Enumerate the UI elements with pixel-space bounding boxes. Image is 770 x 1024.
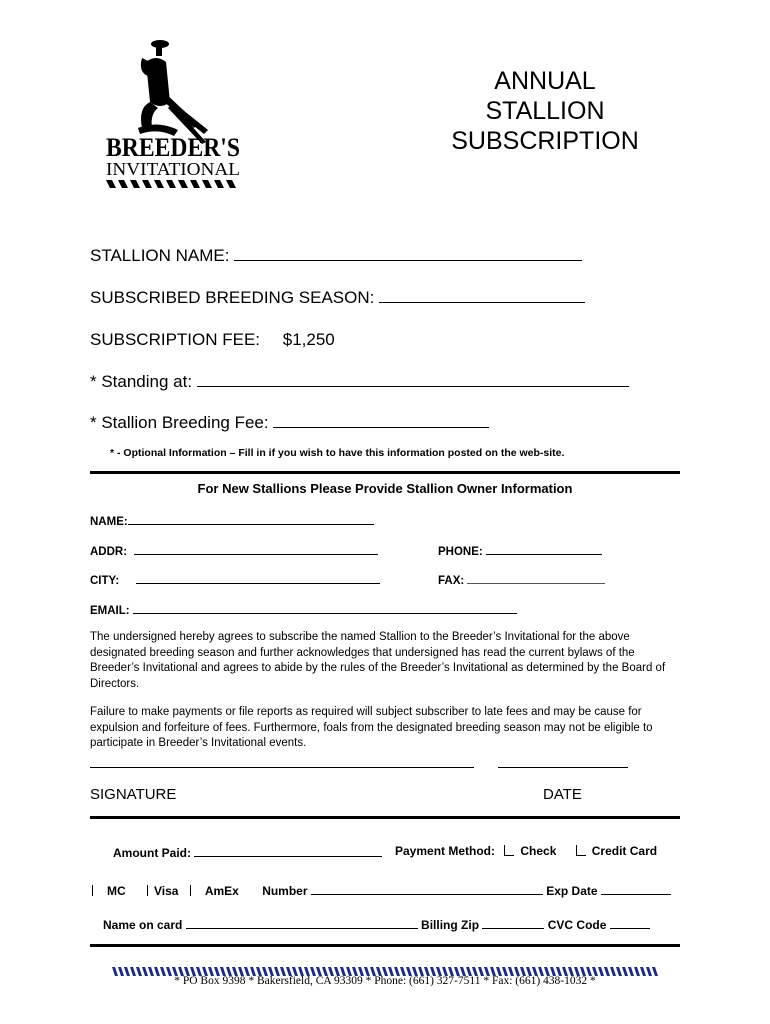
amount-paid-label: Amount Paid: (113, 846, 191, 860)
signature-label: SIGNATURE (90, 786, 177, 803)
mc-label: MC (107, 884, 126, 898)
billing-zip-label: Billing Zip (421, 918, 480, 932)
amount-paid-row (113, 844, 382, 860)
card-number-label: Number (262, 884, 308, 898)
name-on-card-field[interactable] (186, 916, 418, 929)
card-type-row (92, 882, 671, 898)
owner-addr-row (90, 542, 378, 558)
visa-label: Visa (154, 884, 179, 898)
footer-contact: * PO Box 9398 * Bakersfield, CA 93309 * Phone: (661) 327-7511 * Fax: (661) 438-1032 * (174, 975, 596, 987)
owner-name-row (90, 512, 374, 528)
credit-card-checkbox[interactable] (576, 845, 586, 856)
form-title (430, 66, 660, 156)
standing-at-label: * Standing at: (90, 372, 193, 391)
breeding-season-row (90, 288, 585, 308)
owner-phone-field[interactable] (486, 542, 602, 555)
owner-city-label: CITY: (90, 575, 120, 587)
owner-phone-row (438, 542, 602, 558)
subscription-fee-label: SUBSCRIPTION FEE: (90, 330, 261, 349)
owner-city-row (90, 571, 380, 587)
owner-fax-row (438, 571, 605, 587)
card-number-field[interactable] (311, 882, 543, 895)
breeding-fee-row (90, 413, 489, 433)
owner-fax-label: FAX: (438, 575, 465, 587)
signature-line[interactable] (90, 767, 474, 768)
owner-email-label: EMAIL: (90, 605, 130, 617)
cvc-code-label: CVC Code (547, 918, 607, 932)
subscription-fee-value: $1,250 (282, 330, 335, 349)
date-label: DATE (543, 786, 582, 803)
breeders-invitational-logo (98, 32, 248, 192)
standing-at-row (90, 372, 629, 392)
date-line[interactable] (498, 767, 628, 768)
owner-email-row (90, 601, 517, 617)
billing-zip-field[interactable] (482, 916, 544, 929)
name-on-card-label: Name on card (103, 918, 183, 932)
exp-date-field[interactable] (601, 882, 671, 895)
breeding-fee-label: * Stallion Breeding Fee: (90, 413, 269, 432)
owner-name-label: NAME: (90, 516, 128, 528)
visa-checkbox[interactable] (147, 885, 148, 896)
card-details-row (103, 916, 650, 932)
subscription-fee-row (90, 330, 335, 350)
logo-text-top: BREEDER'S (106, 133, 240, 162)
agreement-paragraph-2: Failure to make payments or file reports as required will subject subscriber to late fees and may be cause for expulsion and forfeiture of fees. Furthermore, foals from the designated breeding season may not be eligible to participate in Breeder’s Invitational events. (90, 706, 653, 749)
stallion-name-field[interactable] (234, 246, 582, 261)
owner-city-field[interactable] (136, 571, 380, 584)
agreement-paragraph-1: The undersigned hereby agrees to subscribe the named Stallion to the Breeder’s Invitational for the above designated breeding season and further acknowledges that undersigned has read the current bylaws of the Breeder’s Invitational and agrees to abide by the rules of the Breeder’s Invitational as determined by the Board of Directors. (90, 631, 666, 690)
amex-checkbox[interactable] (190, 885, 191, 896)
check-checkbox[interactable] (504, 845, 514, 856)
standing-at-field[interactable] (197, 372, 629, 387)
owner-fax-field[interactable] (467, 571, 605, 584)
amount-paid-field[interactable] (194, 844, 382, 857)
section-divider-1 (90, 471, 680, 474)
mc-checkbox[interactable] (92, 885, 93, 896)
amex-label: AmEx (204, 884, 239, 898)
stallion-name-label: STALLION NAME: (90, 246, 230, 265)
owner-phone-label: PHONE: (438, 546, 483, 558)
exp-date-label: Exp Date (546, 884, 598, 898)
title-line-1: ANNUAL (494, 67, 596, 95)
optional-info-note: * - Optional Information – Fill in if you wish to have this information posted on the web-site. (110, 447, 565, 459)
owner-name-field[interactable] (128, 512, 374, 525)
owner-addr-label: ADDR: (90, 546, 128, 558)
owner-section-heading: For New Stallions Please Provide Stallion Owner Information (197, 481, 573, 496)
breeding-season-field[interactable] (379, 288, 585, 303)
owner-addr-field[interactable] (134, 542, 378, 555)
decorative-stripe-border (112, 964, 662, 974)
payment-method-row (395, 844, 657, 858)
section-divider-2 (90, 816, 680, 819)
payment-method-label: Payment Method: (395, 844, 496, 858)
logo-text-bottom: INVITATIONAL (106, 159, 240, 179)
credit-card-label: Credit Card (591, 844, 658, 858)
stallion-name-row (90, 246, 582, 266)
owner-email-field[interactable] (133, 601, 517, 614)
title-line-3: SUBSCRIPTION (451, 127, 639, 155)
check-label: Check (520, 844, 557, 858)
breeding-season-label: SUBSCRIBED BREEDING SEASON: (90, 288, 375, 307)
breeding-fee-field[interactable] (273, 413, 489, 428)
section-divider-3 (90, 944, 680, 947)
cvc-code-field[interactable] (610, 916, 650, 929)
title-line-2: STALLION (485, 97, 605, 125)
